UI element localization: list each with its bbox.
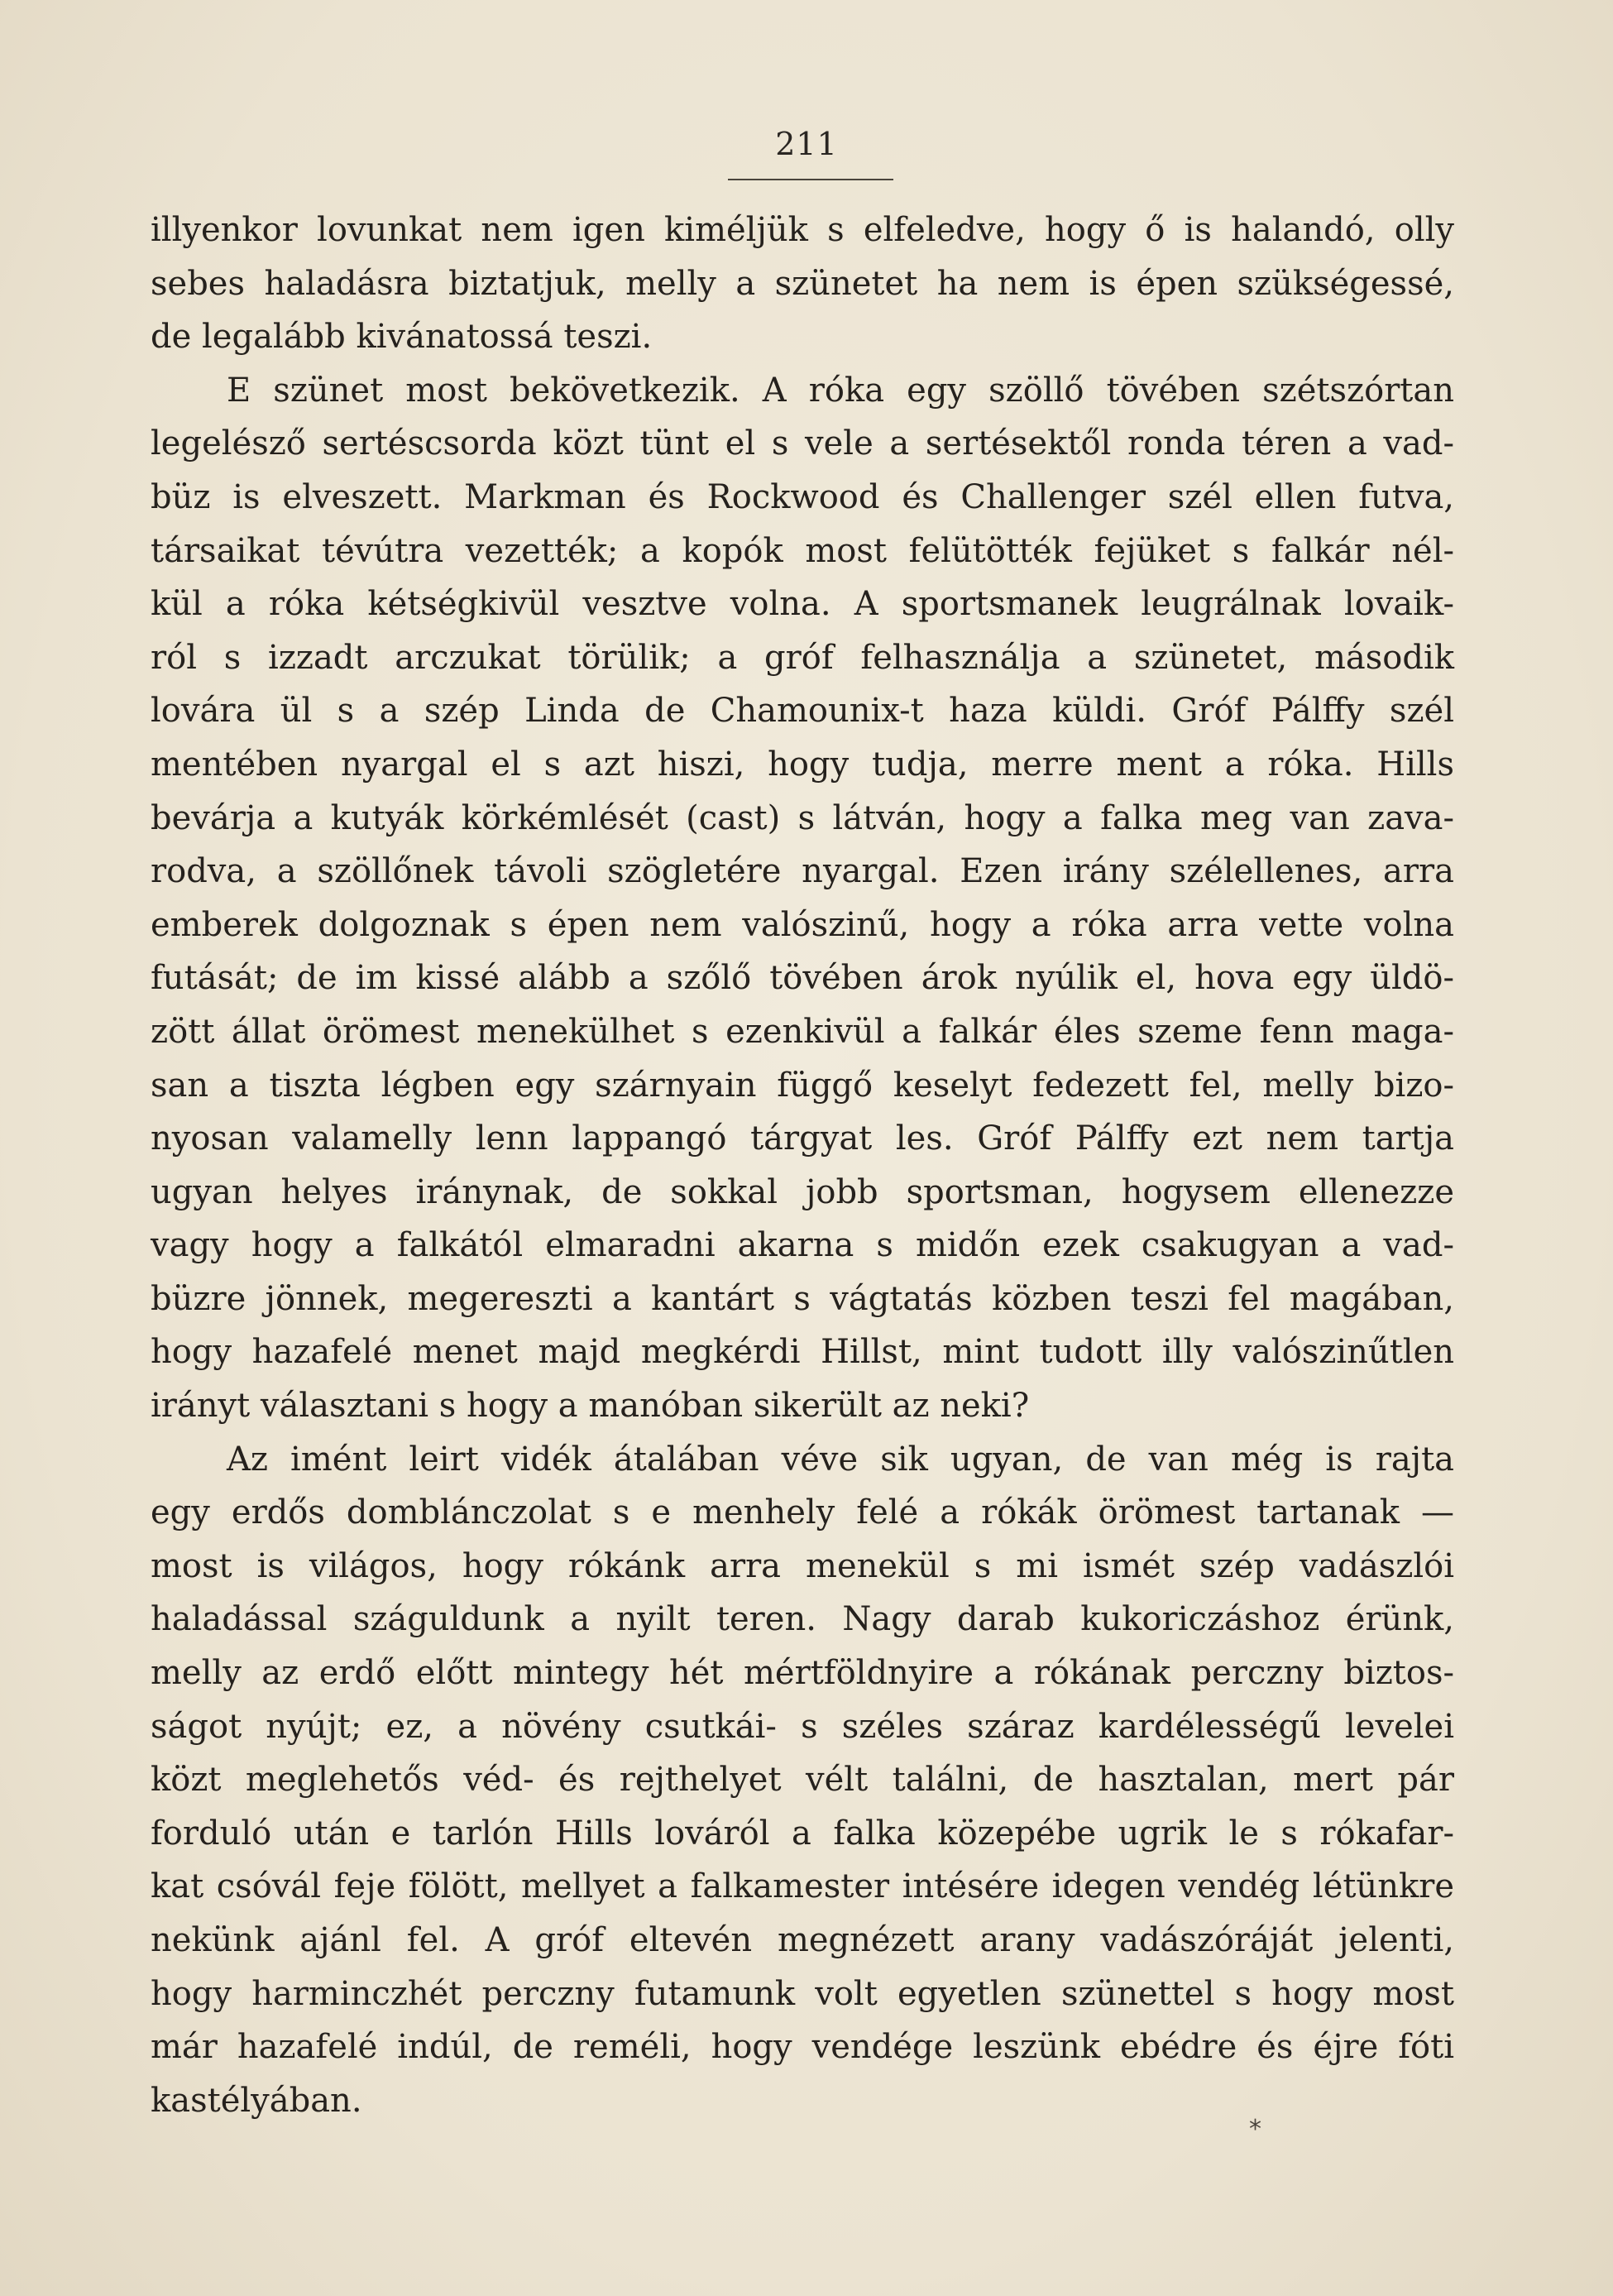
text-line: hogy hazafelé menet majd megkérdi Hillst, mint tudott illy valószinűtlen: [151, 1333, 1454, 1372]
text-line: kat csóvál feje fölött, mellyet a falkamester intésére idegen vendég létünkre: [151, 1867, 1454, 1906]
text-line: közt meglehetős véd- és rejthelyet vélt találni, de hasztalan, mert pár: [151, 1761, 1454, 1800]
text-line: bevárja a kutyák körkémlését (cast) s látván, hogy a falka meg van zava-: [151, 798, 1454, 837]
paragraph: [151, 364, 1454, 1433]
text-line: vagy hogy a falkától elmaradni akarna s midőn ezek csakugyan a vad-: [151, 1226, 1454, 1265]
header-rule: [728, 179, 893, 180]
text-line: emberek dolgoznak s épen nem valószinű, hogy a róka arra vette volna: [151, 905, 1454, 944]
text-line: ságot nyújt; ez, a növény csutkái- s széles száraz kardélességű levelei: [151, 1707, 1454, 1746]
text-line: hogy harminczhét perczny futamunk volt egyetlen szünettel s hogy most: [151, 1974, 1454, 2013]
text-line: zött állat örömest menekülhet s ezenkivül a falkár éles szeme fenn maga-: [151, 1012, 1454, 1051]
page-number: 211: [775, 126, 838, 162]
paragraph: [151, 1433, 1454, 2128]
text-line: már hazafelé indúl, de reméli, hogy vendége leszünk ebédre és éjre fóti: [151, 2028, 1454, 2067]
text-line: futását; de im kissé alább a szőlő tövében árok nyúlik el, hova egy üldö-: [151, 959, 1454, 998]
text-line: ugyan helyes iránynak, de sokkal jobb sportsman, hogysem ellenezze: [151, 1172, 1454, 1211]
text-line: ról s izzadt arczukat törülik; a gróf felhasználja a szünetet, második: [151, 638, 1454, 677]
text-line: sebes haladásra biztatjuk, melly a szünetet ha nem is épen szükségessé,: [151, 264, 1454, 303]
body-text: [151, 204, 1454, 2127]
text-line: legelésző sertéscsorda közt tünt el s vele a sertésektől ronda téren a vad-: [151, 424, 1454, 463]
ornament-asterisk: *: [1249, 2115, 1261, 2144]
text-line: de legalább kivánatossá teszi.: [151, 318, 653, 357]
paragraph: [151, 204, 1454, 364]
text-line: büz is elveszett. Markman és Rockwood és Challenger szél ellen futva,: [151, 477, 1454, 516]
text-line: társaikat tévútra vezették; a kopók most felütötték fejüket s falkár nél-: [151, 531, 1454, 570]
text-line: kastélyában.: [151, 2081, 362, 2120]
text-line: Az imént leirt vidék átalában véve sik ugyan, de van még is rajta: [227, 1440, 1454, 1479]
text-line: illyenkor lovunkat nem igen kiméljük s elfeledve, hogy ő is halandó, olly: [151, 211, 1454, 249]
text-line: kül a róka kétségkivül vesztve volna. A sportsmanek leugrálnak lovaik-: [151, 585, 1454, 624]
text-line: san a tiszta légben egy szárnyain függő keselyt fedezett fel, melly bizo-: [151, 1066, 1454, 1105]
text-line: irányt választani s hogy a manóban sikerült az neki?: [151, 1387, 1030, 1426]
text-line: nyosan valamelly lenn lappangó tárgyat les. Gróf Pálffy ezt nem tartja: [151, 1119, 1454, 1158]
text-line: egy erdős domblánczolat s e menhely felé a rókák örömest tartanak —: [151, 1493, 1454, 1532]
text-line: melly az erdő előtt mintegy hét mértföldnyire a rókának perczny biztos-: [151, 1654, 1454, 1693]
text-line: forduló után e tarlón Hills lováról a falka közepébe ugrik le s rókafar-: [151, 1814, 1454, 1853]
text-line: most is világos, hogy rókánk arra menekül s mi ismét szép vadászlói: [151, 1546, 1454, 1585]
text-line: büzre jönnek, megereszti a kantárt s vágtatás közben teszi fel magában,: [151, 1279, 1454, 1318]
text-line: rodva, a szöllőnek távoli szögletére nyargal. Ezen irány szélellenes, arra: [151, 852, 1454, 891]
text-line: lovára ül s a szép Linda de Chamounix-t haza küldi. Gróf Pálffy szél: [151, 692, 1454, 731]
text-line: haladással száguldunk a nyilt teren. Nagy darab kukoriczáshoz érünk,: [151, 1600, 1454, 1639]
text-line: nekünk ajánl fel. A gróf eltevén megnézett arany vadászóráját jelenti,: [151, 1921, 1454, 1959]
text-line: E szünet most bekövetkezik. A róka egy szöllő tövében szétszórtan: [227, 371, 1454, 410]
text-line: mentében nyargal el s azt hiszi, hogy tudja, merre ment a róka. Hills: [151, 745, 1454, 784]
